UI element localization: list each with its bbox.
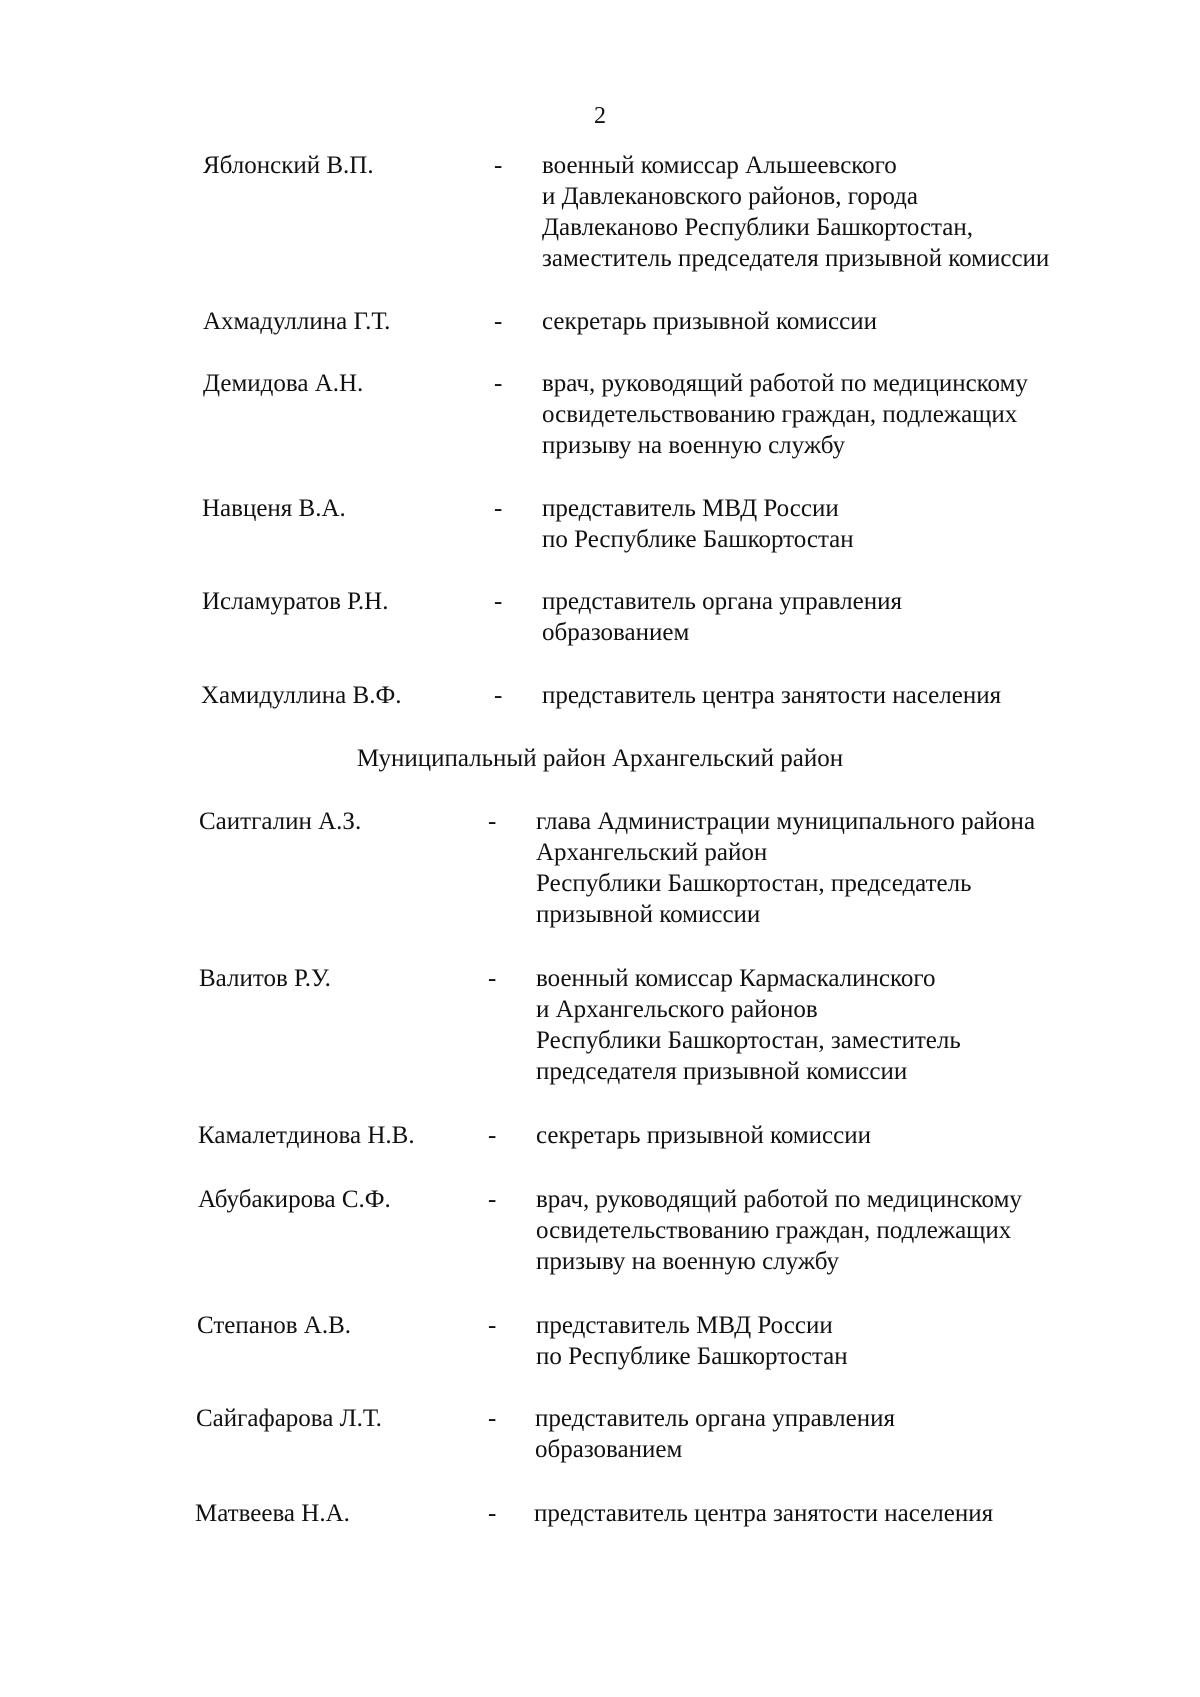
separator-dash: - <box>494 495 503 522</box>
member-role <box>534 1498 993 1529</box>
member-name: Абубакирова С.Ф. <box>198 1186 391 1213</box>
role-line: военный комиссар Кармаскалинского <box>536 965 936 992</box>
member-role <box>535 1403 895 1465</box>
role-line: врач, руководящий работой по медицинскому <box>542 370 1028 397</box>
member-role <box>542 150 1049 274</box>
role-line: представитель центра занятости населения <box>534 1500 994 1527</box>
role-line: Республики Башкортостан, председатель <box>536 870 972 897</box>
role-line: представитель органа управления <box>535 1405 895 1432</box>
separator-dash: - <box>488 808 497 835</box>
role-line: и Давлекановского районов, города <box>542 183 918 210</box>
role-line: председателя призывной комиссии <box>536 1058 908 1085</box>
member-role <box>542 493 854 555</box>
member-role <box>536 806 1035 930</box>
member-role <box>542 586 902 648</box>
role-line: образованием <box>542 619 690 646</box>
role-line: освидетельствованию граждан, подлежащих <box>542 401 1018 428</box>
role-line: представитель центра занятости населения <box>542 682 1002 709</box>
role-line: по Республике Башкортостан <box>542 526 854 553</box>
role-line: военный комиссар Альшеевского <box>542 152 897 179</box>
member-name: Камалетдинова Н.В. <box>198 1122 415 1149</box>
separator-dash: - <box>488 965 497 992</box>
role-line: призывной комиссии <box>536 901 761 928</box>
role-line: образованием <box>535 1436 683 1463</box>
separator-dash: - <box>488 1122 497 1149</box>
member-role <box>536 1120 871 1151</box>
member-role <box>542 680 1001 711</box>
separator-dash: - <box>488 1500 497 1527</box>
member-name: Навценя В.А. <box>202 495 346 522</box>
member-name: Демидова А.Н. <box>203 370 364 397</box>
role-line: Архангельский район <box>536 839 768 866</box>
member-name: Сайгафарова Л.Т. <box>196 1405 382 1432</box>
separator-dash: - <box>488 1312 497 1339</box>
role-line: освидетельствованию граждан, подлежащих <box>536 1217 1012 1244</box>
page-number: 2 <box>594 103 606 129</box>
role-line: глава Администрации муниципального района <box>536 808 1036 835</box>
member-name: Степанов А.В. <box>197 1312 352 1339</box>
role-line: Республики Башкортостан, заместитель <box>536 1027 961 1054</box>
role-line: призыву на военную службу <box>536 1248 840 1275</box>
separator-dash: - <box>488 1405 497 1432</box>
separator-dash: - <box>494 308 503 335</box>
role-line: по Республике Башкортостан <box>536 1343 848 1370</box>
separator-dash: - <box>494 588 503 615</box>
member-role <box>536 1310 848 1372</box>
role-line: секретарь призывной комиссии <box>536 1122 872 1149</box>
separator-dash: - <box>494 370 503 397</box>
member-name: Хамидуллина В.Ф. <box>201 682 402 709</box>
section-heading: Муниципальный район Архангельский район <box>356 745 844 772</box>
member-name: Валитов Р.У. <box>199 965 331 992</box>
role-line: представитель МВД России <box>536 1312 833 1339</box>
separator-dash: - <box>488 1186 497 1213</box>
role-line: секретарь призывной комиссии <box>542 308 878 335</box>
member-name: Матвеева Н.А. <box>195 1500 350 1527</box>
role-line: и Архангельского районов <box>536 996 818 1023</box>
member-name: Ахмадуллина Г.Т. <box>203 308 391 335</box>
role-line: представитель МВД России <box>542 495 839 522</box>
role-line: врач, руководящий работой по медицинскому <box>536 1186 1022 1213</box>
separator-dash: - <box>494 152 503 179</box>
member-role <box>536 1184 1022 1277</box>
member-name: Яблонский В.П. <box>203 152 374 179</box>
role-line: призыву на военную службу <box>542 432 846 459</box>
member-role <box>536 963 961 1087</box>
member-name: Исламуратов Р.Н. <box>202 588 389 615</box>
role-line: Давлеканово Республики Башкортостан, <box>542 214 974 241</box>
member-role <box>542 306 877 337</box>
role-line: представитель органа управления <box>542 588 902 615</box>
role-line: заместитель председателя призывной комиссии <box>542 245 1050 272</box>
member-role <box>542 368 1028 461</box>
member-name: Саитгалин А.З. <box>199 808 362 835</box>
separator-dash: - <box>494 682 503 709</box>
